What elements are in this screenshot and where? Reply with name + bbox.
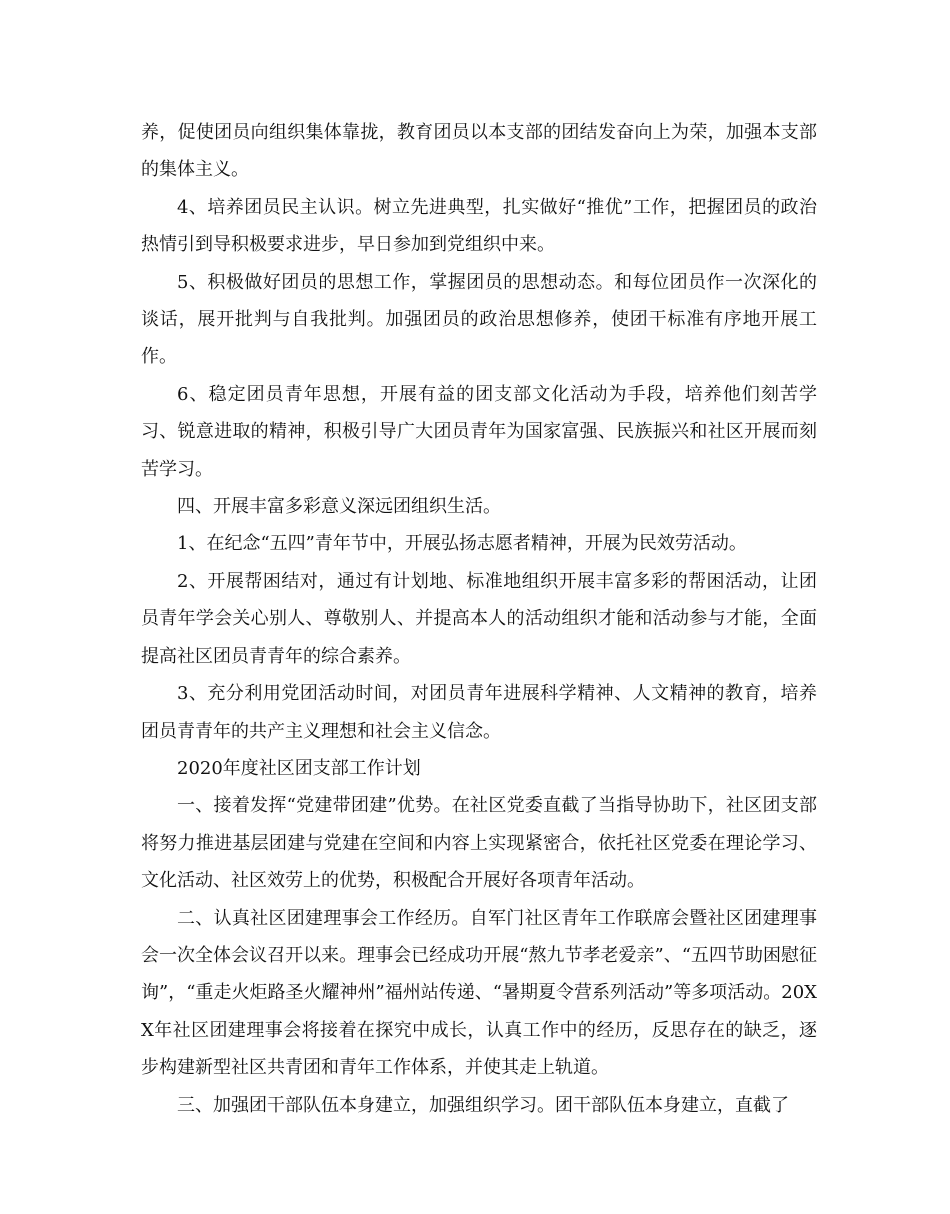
- paragraph-1: 养，促使团员向组织集体靠拢，教育团员以本支部的团结发奋向上为荣，加强本支部的集体主义。: [141, 122, 817, 181]
- paragraph-10: 一、接着发挥“党建带团建”优势。在社区党委直截了当指导协助下，社区团支部将努力推进基层团建与党建在空间和内容上实现紧密合，依托社区党委在理论学习、文化活动、社区效劳上的优势，积极配合开展好各项青年活动。: [141, 795, 817, 892]
- document-title: 2020年度社区团支部工作计划: [177, 757, 421, 779]
- paragraph-6: 1、在纪念“五四”青年节中，开展弘扬志愿者精神，开展为民效劳活动。: [177, 533, 747, 555]
- paragraph-8: 3、充分利用党团活动时间，对团员青年进展科学精神、人文精神的教育，培养团员青青年的共产主义理想和社会主义信念。: [141, 683, 817, 742]
- paragraph-4: 6、稳定团员青年思想，开展有益的团支部文化活动为手段，培养他们刻苦学习、锐意进取的精神，积极引导广大团员青年为国家富强、民族振兴和社区开展而刻苦学习。: [141, 383, 817, 480]
- paragraph-2: 4、培养团员民主认识。树立先进典型，扎实做好“推优”工作，把握团员的政治热情引到导积极要求进步，早日参加到党组织中来。: [141, 196, 817, 256]
- paragraph-12: 三、加强团干部队伍本身建立，加强组织学习。团干部队伍本身建立，直截了: [177, 1094, 789, 1116]
- paragraph-7: 2、开展帮困结对，通过有计划地、标准地组织开展丰富多彩的帮困活动，让团员青年学会关心别人、尊敬别人、并提高本人的活动组织才能和活动参与才能，全面提高社区团员青青年的综合素养。: [141, 570, 817, 667]
- section-heading-4: 四、开展丰富多彩意义深远团组织生活。: [177, 496, 501, 518]
- paragraph-11: 二、认真社区团建理事会工作经历。自军门社区青年工作联席会暨社区团建理事会一次全体会议召开以来。理事会已经成功开展“熬九节孝老爱亲”、“五四节助困慰征询”，“重走火炬路圣火耀神州”福州站传递、“暑期夏令营系列活动”等多项活动。20XX年社区团建理事会将接着在探究中成长，认真工作中的经历，反思存在的缺乏，逐步构建新型社区共青团和青年工作体系，并使其走上轨道。: [141, 907, 817, 1079]
- paragraph-3: 5、积极做好团员的思想工作，掌握团员的思想动态。和每位团员作一次深化的谈话，展开批判与自我批判。加强团员的政治思想修养，使团干标准有序地开展工作。: [141, 271, 817, 368]
- document-page: [141, 114, 817, 1124]
